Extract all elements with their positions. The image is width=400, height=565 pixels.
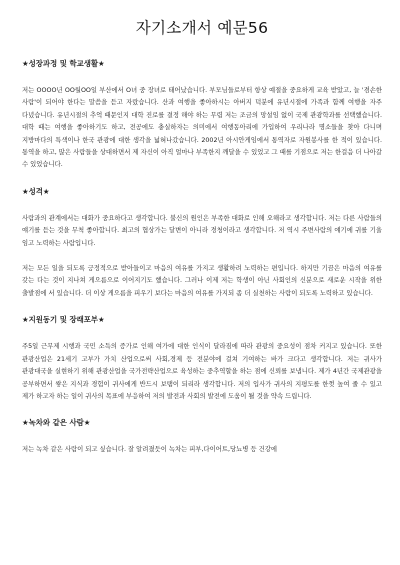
section-motivation xyxy=(22,314,382,403)
section-heading: ★지원동기 및 장래포부★ xyxy=(22,315,105,325)
document-title: 자기소개서 예문56 xyxy=(135,19,269,37)
section-paragraph: 저는 녹차 같은 사람이 되고 싶습니다. 잘 알려졌듯이 녹차는 피부,다이어트,당뇨병 등 건강에 xyxy=(22,446,277,454)
section-paragraph: 저는 모든 일을 되도록 긍정적으로 받아들이고 마음의 여유를 가지고 생활하려 노력하는 편입니다. 하지만 기끔은 마음의 여유를 갖는 다는 것이 지나쳐 게으름으로 이어지기도 했습니다. 그러나 이제 저는 학생이 아닌 사회인의 신분으로 새로운 시작을 위한 출발점에 서 있습니다. 더 이상 게으름을 피우기 보다는 마음의 여유를 가지되 좀 더 실천하는 사람이 되도록 노력하고 있습니다. xyxy=(22,265,382,297)
section-paragraph: 저는 OOOO년 OO월OO일 부산에서 O녀 중 장녀로 태어났습니다. 부모님들로부터 항상 예절을 중요하게 교육 받았고, 늘 '겸손한 사람'이 되어야 한다는 말씀을 듣고 자랐습니다. 산과 여행을 좋아하시는 아버지 덕분에 유년시절에 가족과 함께 여행을 자주 다녔습니다. 유년시절의 추억 때문인지 대학 진로를 결정 해야 하는 무렵 저는 조금의 망설임 없이 국제 관광학과를 선택했습니다. 대학 때는 여행을 좋아하기도 하고, 전공에도 충실하자는 의미에서 여행동아리에 가입하여 우리나라 명소들을 찾아 다니며 지방마다의 특색이나 한국 관광에 대한 생각을 넓혀나갔습니다. 2002년 아시안게임에서 통역자로 자원봉사를 한 적이 있습니다. 통역을 하고, 많은 사람들을 상대하면서 제 자신이 아직 얼마나 부족한지 깨달을 수 있었고 그 때를 기점으로 저는 한걸음 더 나아갈 수 있었습니다. xyxy=(22,87,382,169)
section-heading: ★녹차와 같은 사람★ xyxy=(22,418,91,428)
section-heading: ★성격★ xyxy=(22,186,50,196)
section-green-tea xyxy=(22,417,382,456)
section-paragraph: 주5일 근무제 시행과 국민 소득의 증가로 인해 여가에 대한 인식이 달라짐에 따라 관광의 중요성이 점차 커지고 있습니다. 또한 관광산업은 21세기 고부가 가치 산업으로써 사회,경제 등 전분야에 걸쳐 기여하는 바가 크다고 생각합니다. 저는 귀사가 관광대국을 실현하기 위해 관광산업을 국가전략산업으로 육성하는 중추역할을 하는 점에 신뢰를 보냅니다. 제가 4년간 국제관광을 공부하면서 쌓은 지식과 경험이 귀사에게 반드시 보탬이 되리라 생각합니다. 저의 입사가 귀사의 지평도를 한껏 높여 줄 수 있고 제가 하고자 하는 일이 귀사의 목표에 부응하여 저의 발전과 사회의 발전에 도움이 될 것을 약속 드립니다. xyxy=(22,343,382,400)
section-growth xyxy=(22,58,382,172)
section-paragraph: 사람과의 관계에서는 대화가 중요하다고 생각합니다. 불신의 원인은 부족한 대화로 인해 오해라고 생각합니다. 저는 다른 사람들의 얘기를 듣는 것을 무척 좋아합니다. 최고의 협상가는 달변이 아니라 경청이라고 생각합니다. 저 역시 주변사람의 얘기에 귀를 기울 임고 노력하는 사람입니다. xyxy=(22,214,382,247)
section-personality xyxy=(22,186,382,300)
section-heading: ★성장과정 및 학교생활★ xyxy=(22,59,105,68)
